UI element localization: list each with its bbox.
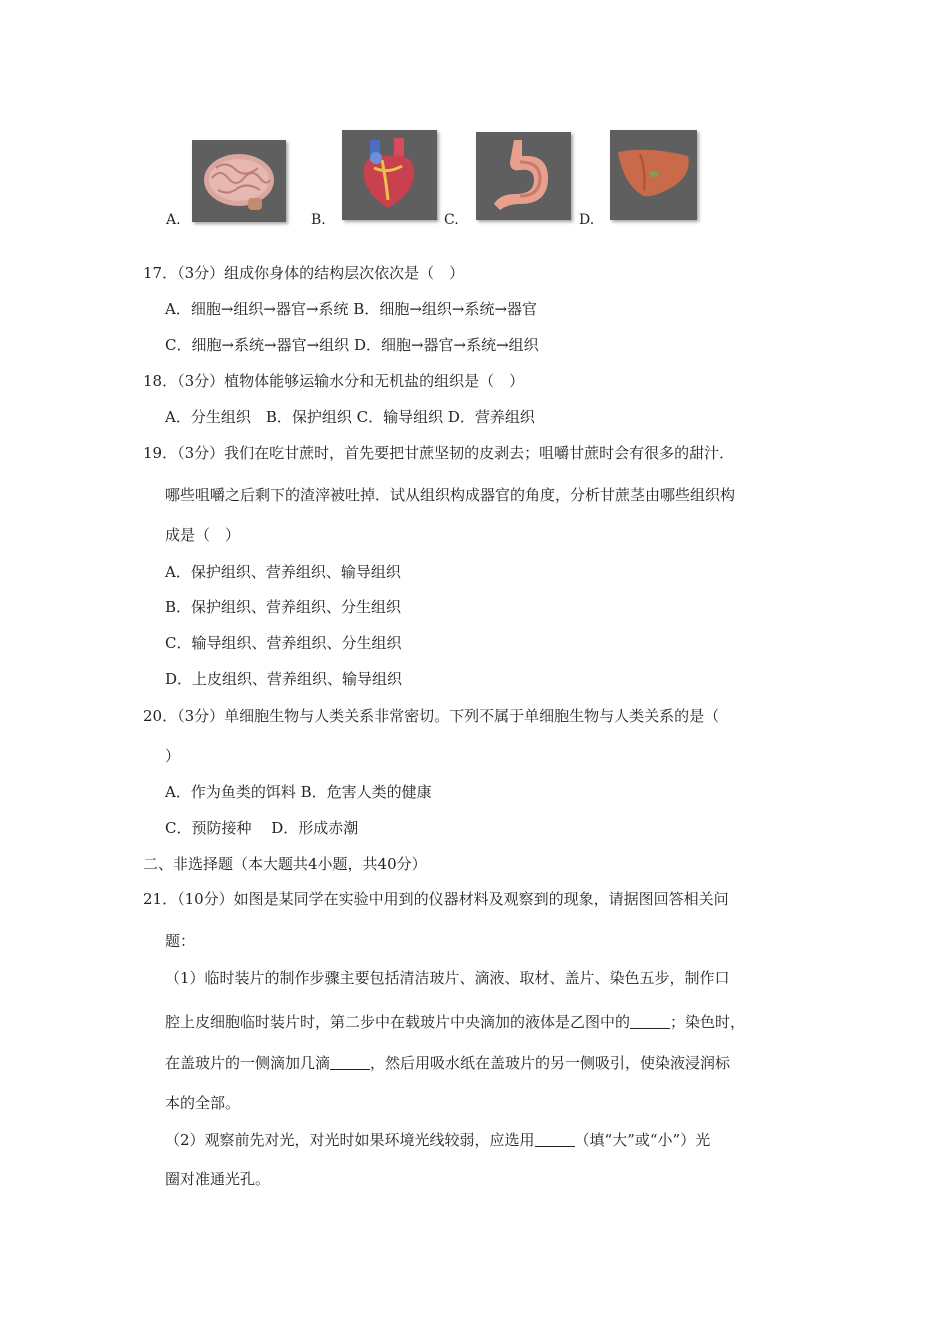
q20-options-row2: C．预防接种 D．形成赤潮 bbox=[165, 819, 359, 837]
q20-options-row1: A．作为鱼类的饵料 B．危害人类的健康 bbox=[165, 783, 432, 801]
q18-stem: 18．（3分）植物体能够运输水分和无机盐的组织是（ ） bbox=[143, 372, 525, 390]
section2-title: 二、非选择题（本大题共4小题，共40分） bbox=[143, 855, 427, 873]
q21-part2-line1-a: （2）观察前先对光，对光时如果环境光线较弱，应选用 bbox=[165, 1131, 535, 1149]
heart-icon bbox=[342, 130, 437, 220]
q19-option-c: C．输导组织、营养组织、分生组织 bbox=[165, 634, 402, 652]
q17-stem: 17．（3分）组成你身体的结构层次依次是（ ） bbox=[143, 264, 465, 282]
q21-part1-line3 bbox=[165, 1052, 730, 1073]
option-a-label: A. bbox=[166, 212, 181, 228]
q17-options-row1: A．细胞→组织→器官→系统 B．细胞→组织→系统→器官 bbox=[165, 300, 538, 318]
q21-part1-line3-b: ，然后用吸水纸在盖玻片的另一侧吸引，使染液浸润标 bbox=[370, 1054, 731, 1072]
option-c-label: C. bbox=[444, 212, 459, 228]
q21-part2-line2: 圈对准通光孔。 bbox=[165, 1170, 271, 1188]
q21-stem-line2: 题： bbox=[165, 932, 196, 950]
q20-stem-line1: 20．（3分）单细胞生物与人类关系非常密切。下列不属于单细胞生物与人类关系的是（ bbox=[143, 707, 720, 725]
q21-part1-line2 bbox=[165, 1011, 745, 1032]
q21-part1-line1: （1）临时装片的制作步骤主要包括清洁玻片、滴液、取材、盖片、染色五步，制作口 bbox=[165, 969, 730, 987]
option-d-label: D. bbox=[579, 212, 595, 228]
q17-options-row2: C．细胞→系统→器官→组织 D．细胞→器官→系统→组织 bbox=[165, 336, 539, 354]
q21-part2-line1 bbox=[165, 1129, 710, 1150]
q20-stem-line2: ） bbox=[165, 747, 181, 765]
q18-options-row1: A．分生组织 B．保护组织 C．输导组织 D．营养组织 bbox=[165, 408, 535, 426]
q21-stem-line1: 21．（10分）如图是某同学在实验中用到的仪器材料及观察到的现象，请据图回答相关问 bbox=[143, 890, 729, 908]
answer-blank-3[interactable] bbox=[535, 1145, 575, 1147]
q19-stem-line3: 成是（ ） bbox=[165, 526, 241, 544]
stomach-icon bbox=[476, 132, 571, 220]
q21-part2-line1-b: （填“大”或“小”）光 bbox=[574, 1131, 711, 1149]
brain-icon bbox=[192, 140, 286, 222]
q19-stem-line2: 哪些咀嚼之后剩下的渣滓被吐掉．试从组织构成器官的角度，分析甘蔗茎由哪些组织构 bbox=[165, 486, 736, 504]
liver-icon bbox=[610, 130, 697, 220]
option-a-image bbox=[192, 140, 286, 222]
q19-option-d: D．上皮组织、营养组织、输导组织 bbox=[165, 670, 403, 688]
q19-option-b: B．保护组织、营养组织、分生组织 bbox=[165, 598, 402, 616]
option-b-image bbox=[342, 130, 437, 220]
option-b-label: B. bbox=[311, 212, 326, 228]
answer-blank-2[interactable] bbox=[330, 1068, 370, 1070]
q19-option-a: A．保护组织、营养组织、输导组织 bbox=[165, 563, 401, 581]
answer-blank-1[interactable] bbox=[630, 1027, 670, 1029]
q21-part1-line2-b: ；染色时， bbox=[670, 1013, 746, 1031]
q21-part1-line2-a: 腔上皮细胞临时装片时，第二步中在载玻片中央滴加的液体是乙图中的 bbox=[165, 1013, 631, 1031]
q21-part1-line4: 本的全部。 bbox=[165, 1094, 241, 1112]
option-d-image bbox=[610, 130, 697, 220]
option-c-image bbox=[476, 132, 571, 220]
q19-stem-line1: 19．（3分）我们在吃甘蔗时，首先要把甘蔗坚韧的皮剥去；咀嚼甘蔗时会有很多的甜汁． bbox=[143, 444, 735, 462]
q21-part1-line3-a: 在盖玻片的一侧滴加几滴 bbox=[165, 1054, 331, 1072]
